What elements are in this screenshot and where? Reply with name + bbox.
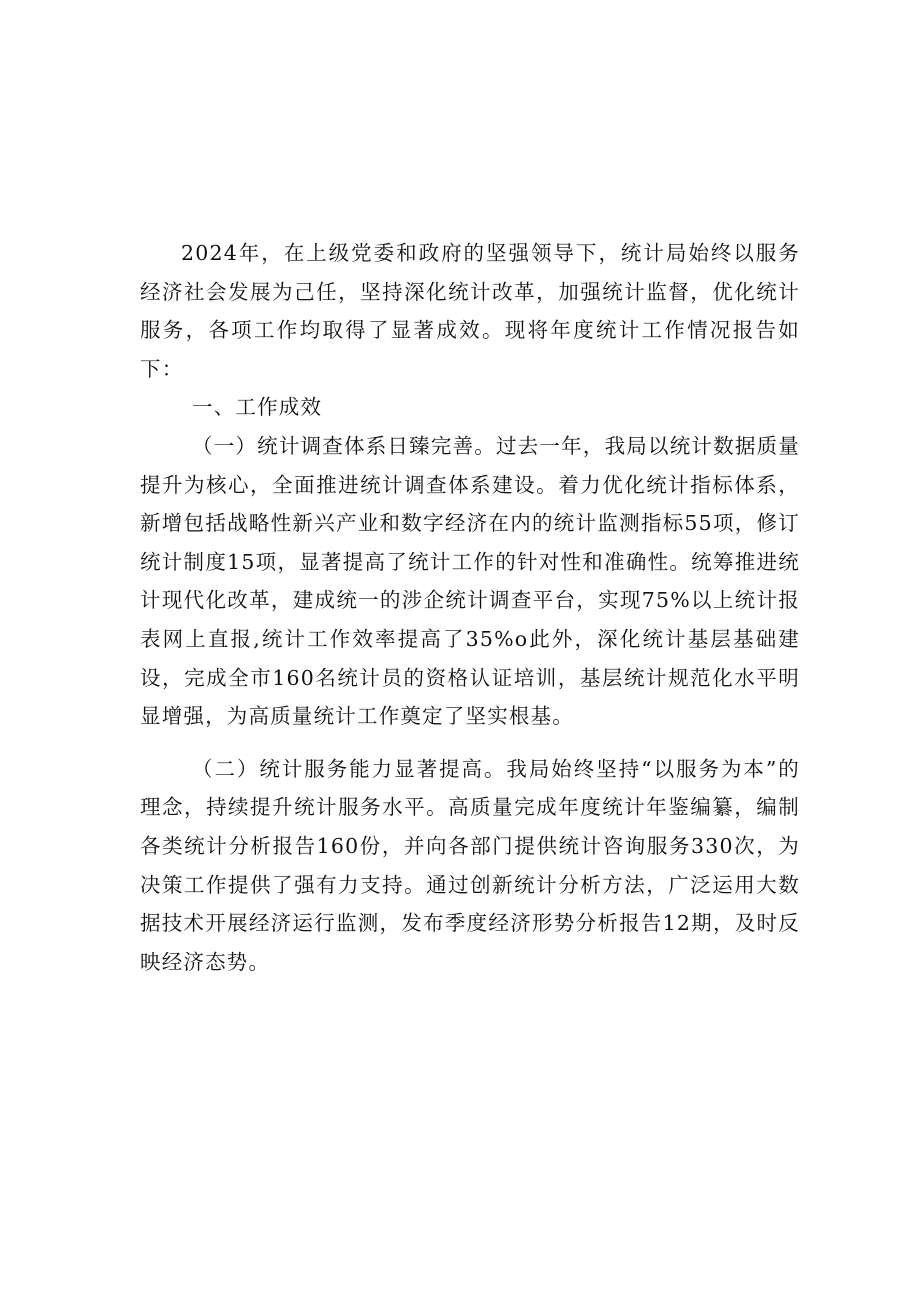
subsection-1-paragraph: （一）统计调查体系日臻完善。过去一年，我局以统计数据质量提升为核心，全面推进统计调查体系建设。着力优化统计指标体系，新增包括战略性新兴产业和数字经济在内的统计监测指标55项，修订统计制度15项，显著提高了统计工作的针对性和准确性。统筹推进统计现代化改革，建成统一的涉企统计调查平台，实现75%以上统计报表网上直报,统计工作效率提高了35%o此外，深化统计基层基础建设，完成全市160名统计员的资格认证培训，基层统计规范化水平明显增强，为高质量统计工作奠定了坚实根基。 <box>140 433 800 729</box>
subsection-2-paragraph: （二）统计服务能力显著提高。我局始终坚持“以服务为本”的理念，持续提升统计服务水平。高质量完成年度统计年鉴编纂，编制各类统计分析报告160份，并向各部门提供统计咨询服务330次，为决策工作提供了强有力支持。通过创新统计分析方法，广泛运用大数据技术开展经济运行监测，发布季度经济形势分析报告12期，及时反映经济态势。 <box>140 756 800 974</box>
section-heading: 一、工作成效 <box>192 395 323 420</box>
intro-paragraph: 2024年，在上级党委和政府的坚强领导下，统计局始终以服务经济社会发展为己任，坚持深化统计改革，加强统计监督，优化统计服务，各项工作均取得了显著成效。现将年度统计工作情况报告如下： <box>140 241 800 381</box>
document-body <box>140 234 800 981</box>
